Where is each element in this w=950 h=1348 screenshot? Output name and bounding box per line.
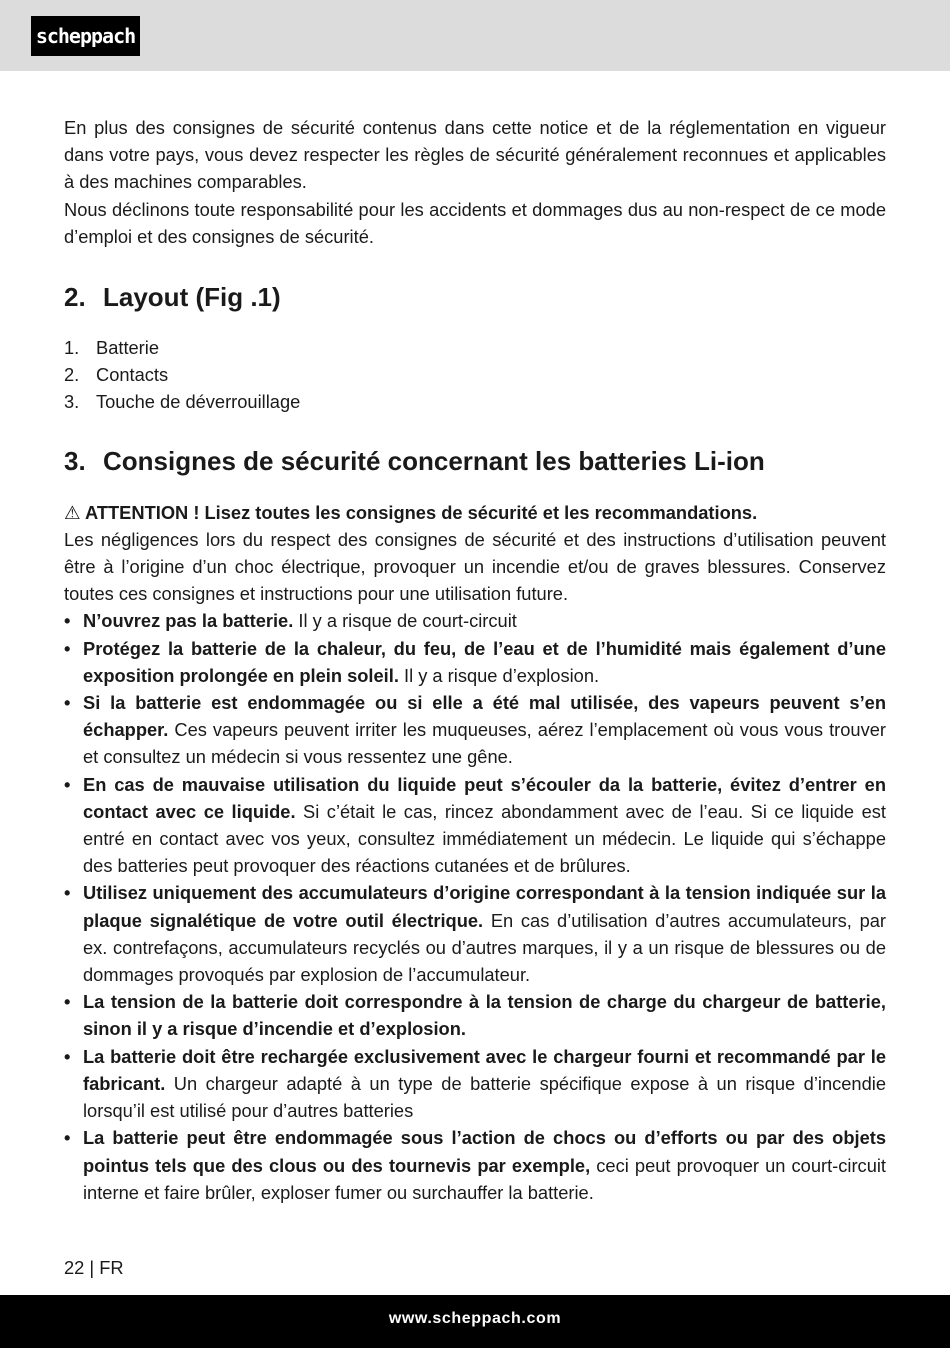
list-item: • La batterie doit être rechargée exclusivement avec le chargeur fourni et recommandé par le fabricant. Un chargeur adapté à un type de batterie spécifique expose à un risque d’incendie lorsqu’il est utilisé pour d’autres batteries	[64, 1045, 886, 1122]
list-item	[64, 388, 886, 415]
list-item: • La tension de la batterie doit correspondre à la tension de charge du chargeur de batterie, sinon il y a risque d’incendie et d’explosion.	[64, 991, 886, 1040]
item-number: 2.	[64, 364, 80, 386]
bullet-bold-text: La batterie peut être endommagée sous l’action de chocs ou d’efforts ou par des objets pointus tels que des clous ou des tournevis par exemple,	[83, 1127, 886, 1176]
list-item: • Protégez la batterie de la chaleur, du feu, de l’eau et de l’humidité mais également d’une exposition prolongée en plein soleil. Il y a risque d’explosion.	[64, 637, 886, 686]
page-content	[64, 114, 886, 1206]
list-item: • Si la batterie est endommagée ou si elle a été mal utilisée, des vapeurs peuvent s’en échapper. Ces vapeurs peuvent irriter les muqueuses, aérez l’emplacement où vous vous trouver et consultez un médecin si vous ressentez une gêne.	[64, 692, 886, 768]
scheppach-logo: scheppach	[31, 16, 140, 56]
bullet-bold-text: Si la batterie est endommagée ou si elle a été mal utilisée, des vapeurs peuvent s’en échapper.	[83, 692, 886, 741]
section-heading-safety	[64, 444, 886, 478]
bullet-bold-text: La tension de la batterie doit correspondre à la tension de charge du chargeur de batterie, sinon il y a risque d’incendie et d’explosion.	[83, 991, 886, 1040]
item-label: Touche de déverrouillage	[96, 391, 301, 413]
bullet-bold-text: Utilisez uniquement des accumulateurs d’origine correspondant à la tension indiquée sur la plaque signalétique de votre outil électrique.	[83, 882, 886, 931]
warning-triangle-icon: ⚠	[64, 501, 81, 523]
list-item: • La batterie peut être endommagée sous l’action de chocs ou d’efforts ou par des objets pointus tels que des clous ou des tournevis par exemple, ceci peut provoquer un court-circuit interne et faire brûler, exploser fumer ou surchauffer la batterie.	[64, 1127, 886, 1203]
website-url: www.scheppach.com	[388, 1310, 562, 1327]
section-number: 3.	[64, 445, 86, 476]
bullet-text: En cas d’utilisation d’autres accumulateurs, par ex. contrefaçons, accumulateurs recyclés ou d’autres marques, il y a un risque de blessures ou de dommages provoqués par explosion de l’accumulateur.	[83, 909, 887, 986]
item-number: 3.	[64, 391, 80, 413]
bullet-bold-text: En cas de mauvaise utilisation du liquide peut s’écouler da la batterie, évitez d’entrer en contact avec ce liquide.	[83, 773, 886, 822]
bullet-bold-text: Protégez la batterie de la chaleur, du feu, de l’eau et de l’humidité mais également d’une exposition prolongée en plein soleil.	[83, 637, 886, 686]
bullet-text: ceci peut provoquer un court-circuit interne et faire brûler, exploser fumer ou surchauffer la batterie.	[83, 1154, 886, 1203]
section-number: 2.	[64, 282, 86, 313]
safety-bullet-list	[64, 607, 886, 1205]
section-title: Layout (Fig .1)	[103, 282, 281, 313]
section-heading-layout	[64, 280, 886, 314]
page-header	[0, 0, 950, 71]
attention-paragraph: Les négligences lors du respect des consignes de sécurité et des instructions d’utilisation peuvent être à l’origine d’un choc électrique, provoquer un incendie et/ou de graves blessures. Conservez toutes ces consignes et instructions pour une utilisation future.	[64, 528, 886, 605]
section-title: Consignes de sécurité concernant les batteries Li-ion	[103, 445, 765, 476]
attention-line	[64, 499, 886, 526]
attention-heading: ATTENTION ! Lisez toutes les consignes de sécurité et les recommandations.	[85, 501, 758, 523]
bullet-text: Il y a risque de court-circuit	[293, 610, 517, 632]
list-item	[64, 334, 886, 361]
intro-paragraph-2: Nous déclinons toute responsabilité pour les accidents et dommages dus au non-respect de ce mode d’emploi et des consignes de sécurité.	[64, 198, 886, 247]
item-label: Contacts	[96, 364, 169, 386]
list-item: • En cas de mauvaise utilisation du liquide peut s’écouler da la batterie, évitez d’entrer en contact avec ce liquide. Si c’était le cas, rincez abondamment avec de l’eau. Si ce liquide est entré en contact avec vos yeux, consultez immédiatement un médecin. Le liquide qui s’échappe des batteries peut provoquer des réactions cutanées et de brûlures.	[64, 773, 886, 877]
bullet-bold-text: La batterie doit être rechargée exclusivement avec le chargeur fourni et recommandé par le fabricant.	[83, 1045, 886, 1094]
page-footer	[0, 1295, 950, 1348]
bullet-text: Un chargeur adapté à un type de batterie spécifique expose à un risque d’incendie lorsqu’il est utilisé pour d’autres batteries	[83, 1072, 886, 1122]
list-item	[64, 361, 886, 388]
list-item: • Utilisez uniquement des accumulateurs d’origine correspondant à la tension indiquée sur la plaque signalétique de votre outil électrique. En cas d’utilisation d’autres accumulateurs, par ex. contrefaçons, accumulateurs recyclés ou d’autres marques, il y a un risque de blessures ou de dommages provoqués par explosion de l’accumulateur.	[64, 882, 887, 986]
parts-list	[64, 334, 886, 416]
bullet-bold-text: N’ouvrez pas la batterie.	[83, 610, 294, 632]
item-number: 1.	[64, 337, 80, 359]
intro-paragraph-1: En plus des consignes de sécurité contenus dans cette notice et de la réglementation en vigueur dans votre pays, vous devez respecter les règles de sécurité généralement reconnues et applicables à des machines comparables.	[64, 117, 886, 193]
page-number: 22 | FR	[64, 1257, 124, 1278]
bullet-text: Ces vapeurs peuvent irriter les muqueuses, aérez l’emplacement où vous vous trouver et consultez un médecin si vous ressentez une gêne.	[83, 719, 886, 768]
bullet-text: Il y a risque d’explosion.	[398, 664, 600, 686]
item-label: Batterie	[96, 337, 160, 359]
list-item: • N’ouvrez pas la batterie. Il y a risque de court-circuit	[64, 610, 517, 632]
bullet-text: Si c’était le cas, rincez abondamment avec de l’eau. Si ce liquide est entré en contact avec vos yeux, consultez immédiatement un médecin. Le liquide qui s’échappe des batteries peut provoquer des réactions cutanées et de brûlures.	[83, 800, 886, 877]
